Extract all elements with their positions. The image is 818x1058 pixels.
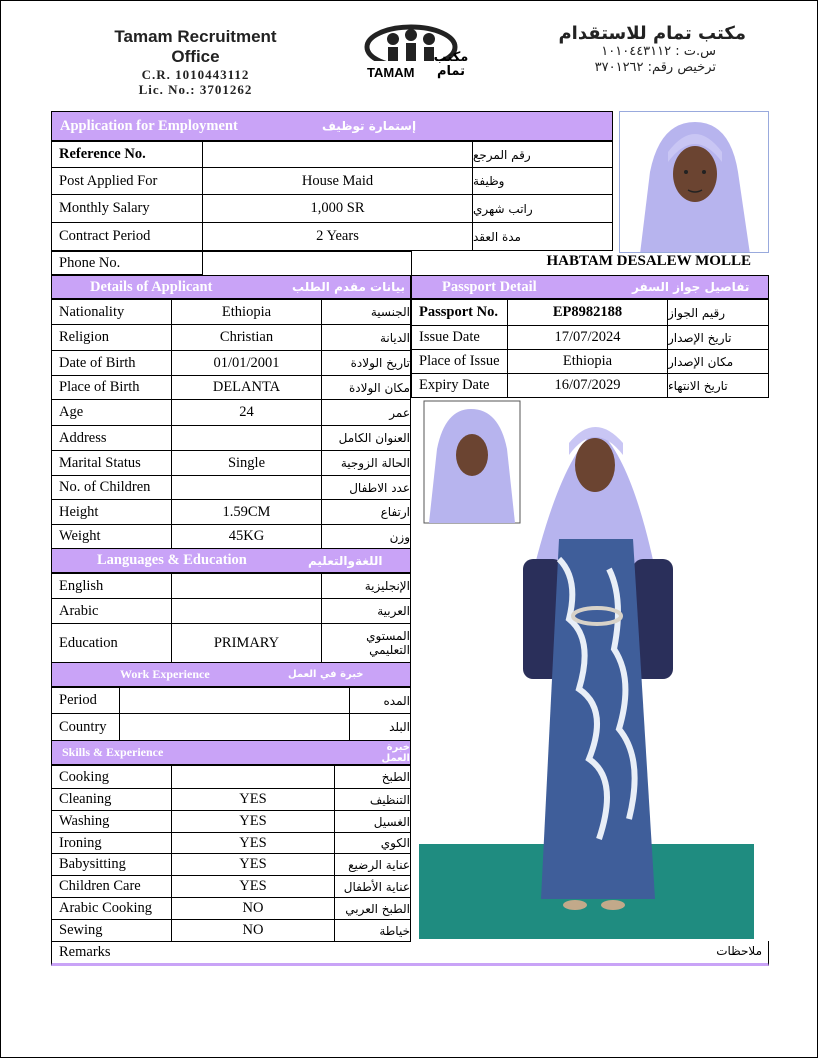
- skills-row-label: Babysitting: [51, 853, 172, 876]
- work-row-label: Period: [51, 687, 120, 714]
- languages-band: [51, 548, 411, 573]
- passport-row-label: Expiry Date: [411, 373, 508, 398]
- applicant-row-label: Height: [51, 499, 172, 525]
- skills-row-value: NO: [171, 897, 335, 920]
- skills-row-label: Sewing: [51, 919, 172, 942]
- contract-period-value: 2 Years: [202, 222, 473, 251]
- passport-row-value: EP8982188: [507, 299, 668, 326]
- applicant-band: [51, 275, 411, 299]
- passport-row-label: Issue Date: [411, 325, 508, 350]
- applicant-row-value: DELANTA: [171, 375, 322, 400]
- passport-band: [411, 275, 769, 299]
- monthly-salary-label-ar: راتب شهري: [472, 194, 613, 223]
- logo-text-ar: مكتب تمام: [433, 50, 469, 79]
- passport-row-value: 17/07/2024: [507, 325, 668, 350]
- application-band: [51, 111, 613, 141]
- applicant-row-label-ar: مكان الولادة: [321, 375, 411, 400]
- applicant-row-value: [171, 425, 322, 451]
- applicant-portrait-photo: [619, 111, 769, 253]
- skills-title-ar: خبرة العمل: [381, 741, 410, 764]
- cr-number-ar: س.ت : ١٠١٠٤٤٣١١٢: [601, 44, 716, 59]
- applicant-row-label: No. of Children: [51, 475, 172, 500]
- applicant-row-value: [171, 475, 322, 500]
- skills-row-value: YES: [171, 853, 335, 876]
- applicant-row-value: 45KG: [171, 524, 322, 549]
- skills-row-label-ar: الطبخ العربي: [334, 897, 411, 920]
- post-applied-value: House Maid: [202, 167, 473, 195]
- company-name-en: Tamam Recruitment Office: [114, 27, 277, 66]
- languages-row-label: Arabic: [51, 598, 172, 624]
- work-title-en: Work Experience: [120, 667, 210, 681]
- passport-row-value: Ethiopia: [507, 349, 668, 374]
- languages-row-label-ar: العربية: [321, 598, 411, 624]
- languages-row-value: PRIMARY: [171, 623, 322, 663]
- remarks-label: Remarks: [59, 944, 111, 960]
- languages-row-label-ar: الإنجليزية: [321, 573, 411, 599]
- contract-period-label-ar: مدة العقد: [472, 222, 613, 251]
- passport-row-label-ar: تاريخ الانتهاء: [667, 373, 769, 398]
- company-name-ar: مكتب تمام للاستقدام: [558, 23, 746, 44]
- work-row-label: Country: [51, 713, 120, 741]
- applicant-row-label: Weight: [51, 524, 172, 549]
- skills-row-label-ar: التنظيف: [334, 788, 411, 811]
- skills-row-value: YES: [171, 875, 335, 898]
- skills-title-en: Skills & Experience: [62, 745, 164, 759]
- work-row-value: [119, 713, 350, 741]
- passport-row-label: Passport No.: [411, 299, 508, 326]
- remarks-row: [51, 941, 769, 966]
- skills-row-label: Ironing: [51, 832, 172, 854]
- applicant-row-label-ar: عدد الاطفال: [321, 475, 411, 500]
- passport-row-label-ar: مكان الإصدار: [667, 349, 769, 374]
- passport-title-ar: تفاصيل جواز السفر: [632, 280, 750, 294]
- cr-number-en: C.R. 1010443112: [141, 67, 250, 82]
- skills-row-label: Arabic Cooking: [51, 897, 172, 920]
- skills-row-value: YES: [171, 788, 335, 811]
- applicant-row-label-ar: تاريخ الولادة: [321, 350, 411, 376]
- applicant-row-label: Date of Birth: [51, 350, 172, 376]
- header-arabic: [521, 23, 746, 76]
- passport-row-label: Place of Issue: [411, 349, 508, 374]
- applicant-row-value: 1.59CM: [171, 499, 322, 525]
- post-applied-label: Post Applied For: [51, 167, 203, 195]
- remarks-label-ar: ملاحظات: [716, 944, 762, 958]
- applicant-row-label: Address: [51, 425, 172, 451]
- work-row-label-ar: البلد: [349, 713, 411, 741]
- languages-title-ar: اللغةوالتعليم: [308, 553, 383, 568]
- monthly-salary-label: Monthly Salary: [51, 194, 203, 223]
- skills-row-value: NO: [171, 919, 335, 942]
- applicant-row-label-ar: وزن: [321, 524, 411, 549]
- applicant-row-value: Ethiopia: [171, 299, 322, 325]
- languages-row-label: English: [51, 573, 172, 599]
- applicant-row-label-ar: الجنسية: [321, 299, 411, 325]
- license-number-en: Lic. No.: 3701262: [138, 82, 253, 97]
- applicant-row-label-ar: الديانة: [321, 324, 411, 351]
- applicant-full-name: HABTAM DESALEW MOLLE: [546, 253, 751, 269]
- applicant-row-label-ar: ارتفاع: [321, 499, 411, 525]
- languages-row-value: [171, 598, 322, 624]
- applicant-row-label-ar: العنوان الكامل: [321, 425, 411, 451]
- header-english: [93, 27, 298, 97]
- applicant-row-label: Place of Birth: [51, 375, 172, 400]
- applicant-row-value: 24: [171, 399, 322, 426]
- applicant-row-value: Single: [171, 450, 322, 476]
- applicant-title-ar: بيانات مقدم الطلب: [292, 280, 406, 294]
- passport-row-label-ar: رقيم الجواز: [667, 299, 769, 326]
- post-applied-label-ar: وظيفة: [472, 167, 613, 195]
- application-title-en: Application for Employment: [60, 117, 238, 134]
- skills-row-label-ar: الغسيل: [334, 810, 411, 833]
- phone-label: Phone No.: [51, 251, 203, 275]
- logo-text-en: TAMAM: [367, 65, 415, 80]
- applicant-row-label-ar: الحالة الزوجية: [321, 450, 411, 476]
- skills-row-label-ar: الكوي: [334, 832, 411, 854]
- languages-row-label: Education: [51, 623, 172, 663]
- skills-row-label: Cleaning: [51, 788, 172, 811]
- languages-row-label-ar: المستوي التعليمي: [321, 623, 411, 663]
- application-title-ar: إستمارة توظيف: [322, 119, 417, 133]
- applicant-row-label: Nationality: [51, 299, 172, 325]
- applicant-title-en: Details of Applicant: [90, 278, 213, 295]
- applicant-full-body-photo: [419, 399, 769, 939]
- contract-period-label: Contract Period: [51, 222, 203, 251]
- tamam-logo: [361, 21, 481, 83]
- reference-value: [202, 141, 473, 168]
- work-band: [51, 662, 411, 687]
- skills-row-value: YES: [171, 810, 335, 833]
- applicant-row-label: Religion: [51, 324, 172, 351]
- applicant-row-value: Christian: [171, 324, 322, 351]
- skills-band: [51, 740, 411, 765]
- passport-row-value: 16/07/2029: [507, 373, 668, 398]
- passport-row-label-ar: تاريخ الإصدار: [667, 325, 769, 350]
- applicant-row-label-ar: عمر: [321, 399, 411, 426]
- applicant-row-label: Age: [51, 399, 172, 426]
- languages-title-en: Languages & Education: [97, 552, 247, 568]
- reference-label-ar: رقم المرجع: [472, 141, 613, 168]
- reference-label: Reference No.: [51, 141, 203, 168]
- skills-row-label-ar: الطبخ: [334, 765, 411, 789]
- skills-row-label: Cooking: [51, 765, 172, 789]
- passport-title-en: Passport Detail: [442, 278, 537, 295]
- work-row-value: [119, 687, 350, 714]
- skills-row-label-ar: عناية الرضيع: [334, 853, 411, 876]
- skills-row-value: [171, 765, 335, 789]
- phone-value: [202, 251, 412, 275]
- work-title-ar: خبرة في العمل: [288, 669, 364, 680]
- skills-row-label-ar: عناية الأطفال: [334, 875, 411, 898]
- skills-row-label: Washing: [51, 810, 172, 833]
- languages-row-value: [171, 573, 322, 599]
- skills-row-label: Children Care: [51, 875, 172, 898]
- license-number-ar: ترخيص رقم: ٣٧٠١٢٦٢: [594, 60, 716, 75]
- skills-row-value: YES: [171, 832, 335, 854]
- work-row-label-ar: المده: [349, 687, 411, 714]
- monthly-salary-value: 1,000 SR: [202, 194, 473, 223]
- applicant-row-label: Marital Status: [51, 450, 172, 476]
- skills-row-label-ar: خياطة: [334, 919, 411, 942]
- applicant-row-value: 01/01/2001: [171, 350, 322, 376]
